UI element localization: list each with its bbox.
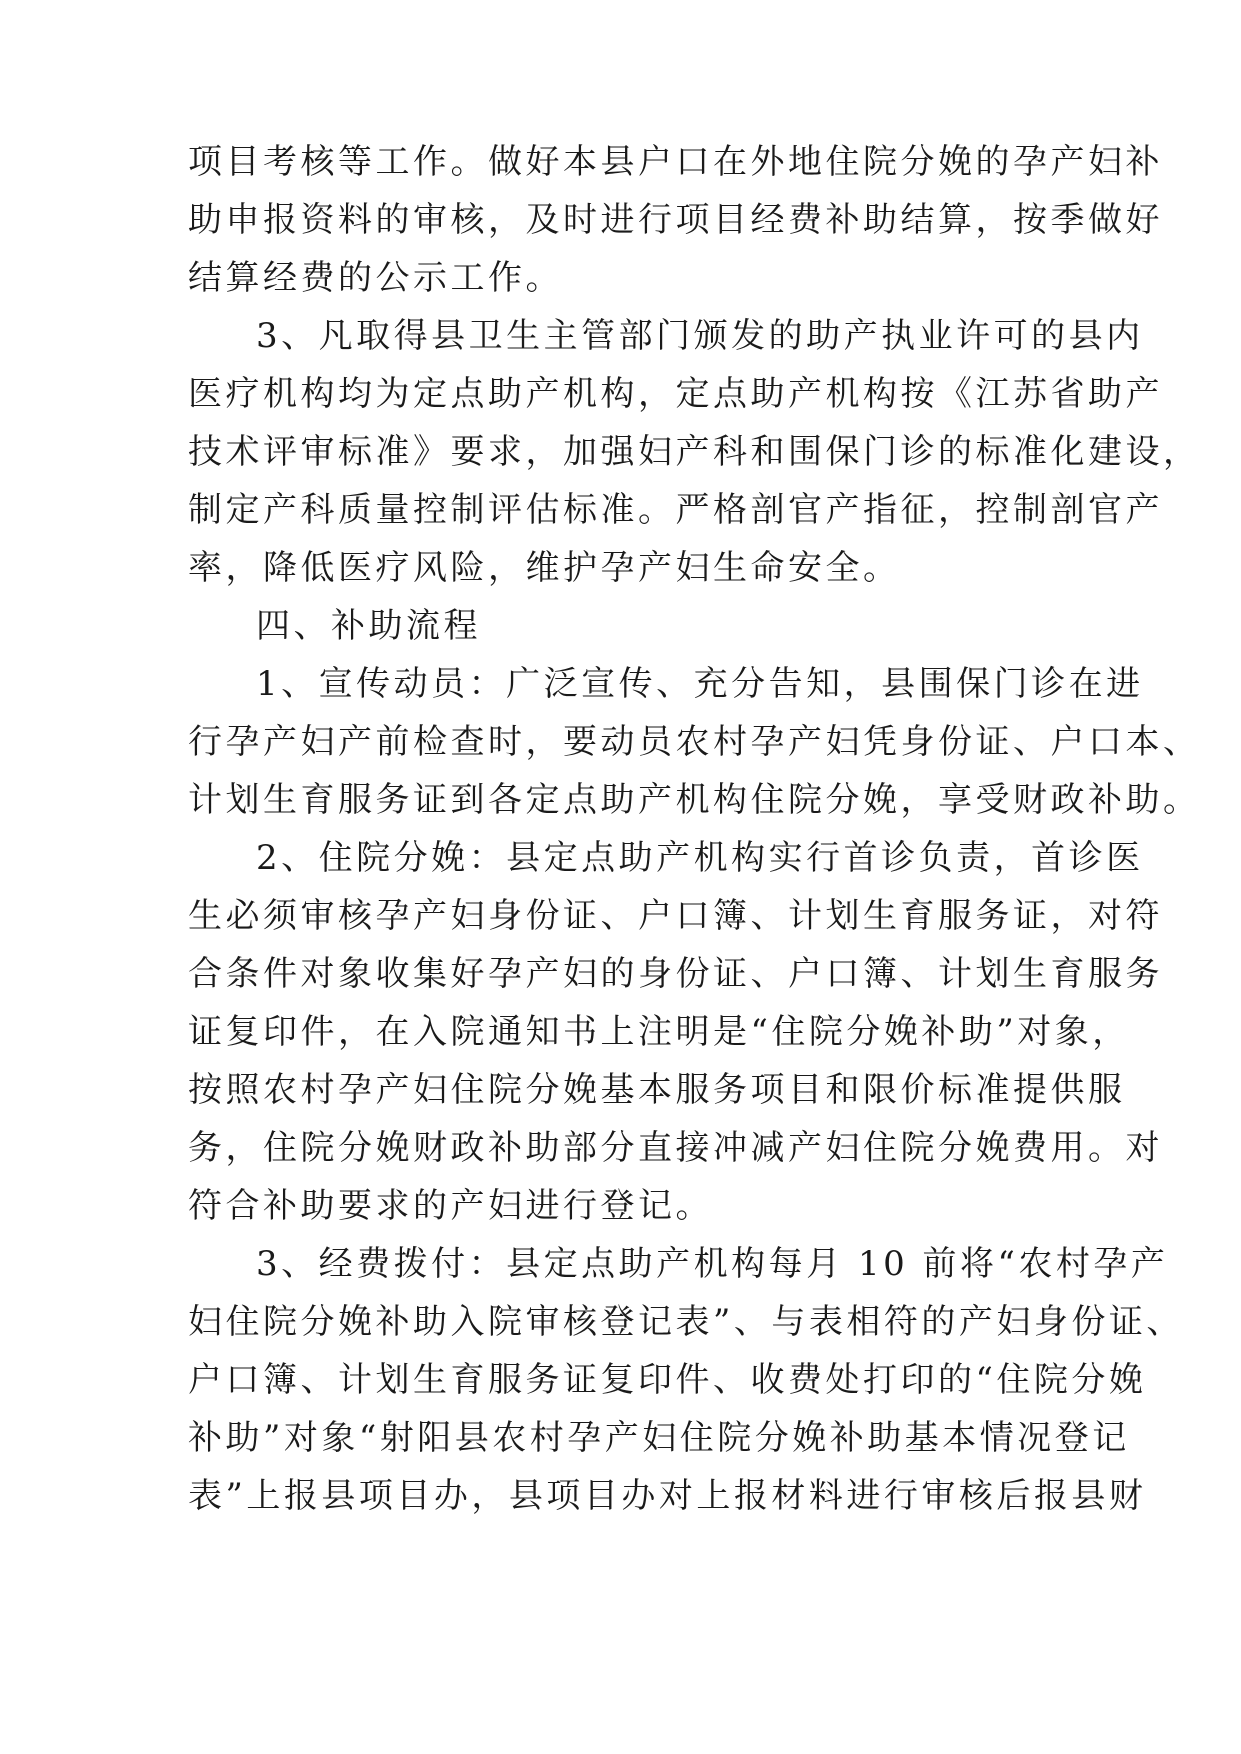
- section-heading: 四、补助流程: [256, 606, 481, 646]
- text-line: 计划生育服务证到各定点助产机构住院分娩，享受财政补助。: [188, 780, 1201, 820]
- text-line: 项目考核等工作。做好本县户口在外地住院分娩的孕产妇补: [188, 142, 1163, 182]
- text-line: 户口簿、计划生育服务证复印件、收费处打印的“住院分娩: [188, 1360, 1147, 1400]
- text-line: 3、经费拨付：县定点助产机构每月 10 前将“农村孕产: [256, 1244, 1169, 1284]
- text-line: 3、凡取得县卫生主管部门颁发的助产执业许可的县内: [256, 316, 1144, 356]
- text-line: 证复印件，在入院通知书上注明是“住院分娩补助”对象，: [188, 1012, 1130, 1052]
- text-line: 生必须审核孕产妇身份证、户口簿、计划生育服务证，对符: [188, 896, 1163, 936]
- text-line: 结算经费的公示工作。: [188, 258, 563, 298]
- text-line: 助申报资料的审核，及时进行项目经费补助结算，按季做好: [188, 200, 1163, 240]
- text-line: 务，住院分娩财政补助部分直接冲减产妇住院分娩费用。对: [188, 1128, 1163, 1168]
- text-line: 2、住院分娩：县定点助产机构实行首诊负责，首诊医: [256, 838, 1144, 878]
- text-line: 制定产科质量控制评估标准。严格剖官产指征，控制剖官产: [188, 490, 1163, 530]
- text-line: 按照农村孕产妇住院分娩基本服务项目和限价标准提供服: [188, 1070, 1126, 1110]
- text-line: 符合补助要求的产妇进行登记。: [188, 1186, 713, 1226]
- text-line: 补助”对象“射阳县农村孕产妇住院分娩补助基本情况登记: [188, 1418, 1130, 1458]
- text-line: 技术评审标准》要求，加强妇产科和围保门诊的标准化建设，: [188, 432, 1201, 472]
- text-line: 合条件对象收集好孕产妇的身份证、户口簿、计划生育服务: [188, 954, 1163, 994]
- text-line: 表”上报县项目办，县项目办对上报材料进行审核后报县财: [188, 1476, 1147, 1516]
- text-line: 医疗机构均为定点助产机构，定点助产机构按《江苏省助产: [188, 374, 1163, 414]
- text-line: 率，降低医疗风险，维护孕产妇生命安全。: [188, 548, 901, 588]
- text-line: 行孕产妇产前检查时，要动员农村孕产妇凭身份证、户口本、: [188, 722, 1201, 762]
- text-line: 妇住院分娩补助入院审核登记表”、与表相符的产妇身份证、: [188, 1302, 1184, 1342]
- text-line: 1、宣传动员：广泛宣传、充分告知，县围保门诊在进: [256, 664, 1144, 704]
